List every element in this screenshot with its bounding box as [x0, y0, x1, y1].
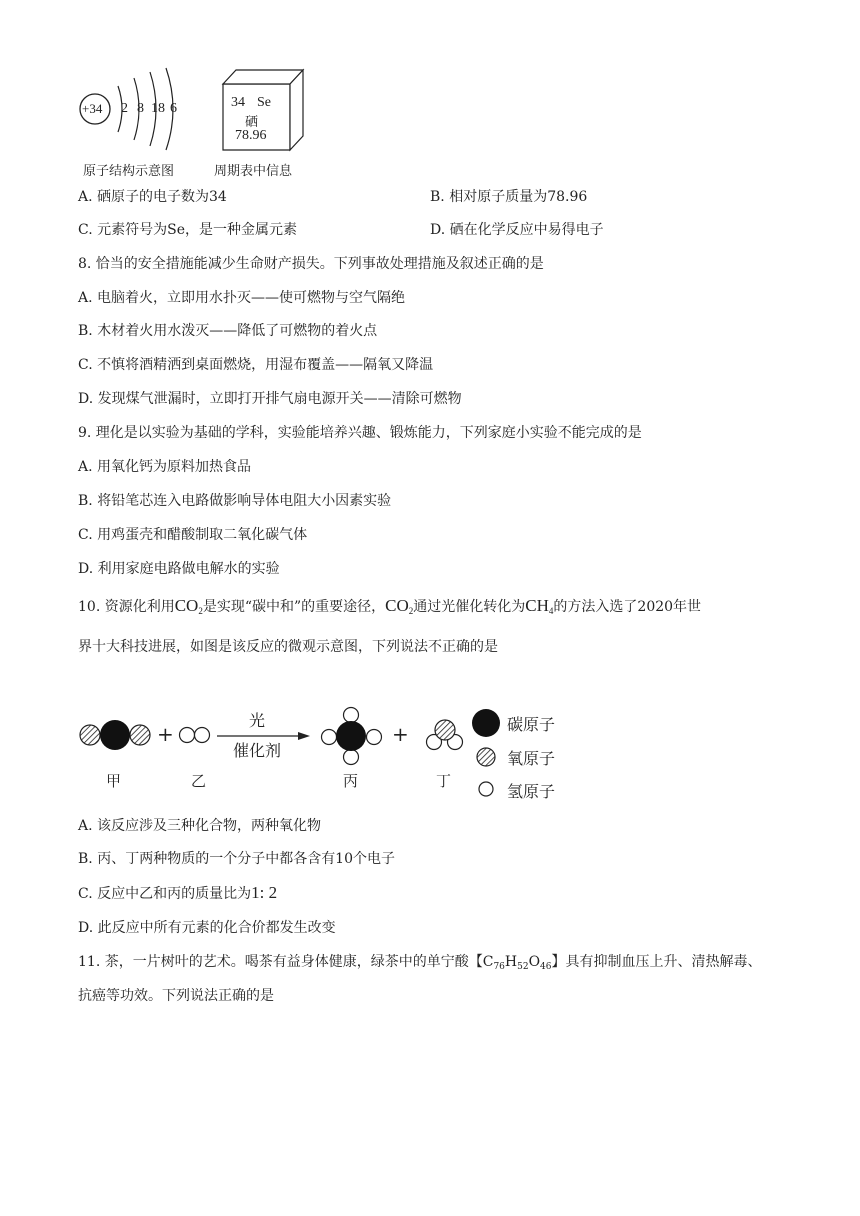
q11-stem-line2: 抗癌等功效。下列说法正确的是 — [78, 988, 274, 1004]
legend-carbon-label: 碳原子 — [507, 715, 556, 734]
formula-co2-2: $CO_2$ — [385, 596, 414, 616]
q8-stem: 8. 恰当的安全措施能减少生命财产损失。下列事故处理措施及叙述正确的是 — [78, 256, 544, 272]
shell-count-2: 8 — [137, 101, 144, 116]
q8-option-d: D. 发现煤气泄漏时，立即打开排气扇电源开关——清除可燃物 — [78, 391, 462, 407]
legend-oxygen-label: 氧原子 — [507, 749, 556, 768]
bing-hydrogen-right — [367, 730, 382, 745]
bing-hydrogen-left — [322, 730, 337, 745]
q8-option-c: C. 不慎将酒精洒到桌面燃烧，用湿布覆盖——隔氧又降温 — [78, 357, 434, 373]
legend-oxygen-symbol — [477, 748, 495, 766]
label-bing: 丙 — [343, 772, 359, 790]
q10-option-a: A. 该反应涉及三种化合物，两种氧化物 — [78, 818, 322, 834]
shell-count-3: 18 — [151, 101, 165, 116]
jia-oxygen-left — [80, 725, 100, 745]
q10-stem-line1: 10. 资源化利用$CO_2$是实现“碳中和”的重要途径，$CO_2$通过光催化转化为$CH_4$的方法入选了2020年世 — [78, 596, 702, 616]
selenium-figure — [76, 62, 316, 158]
caption-periodic-info: 周期表中信息 — [214, 164, 293, 179]
jia-carbon — [100, 720, 130, 750]
legend-hydrogen-symbol — [479, 782, 493, 796]
ding-oxygen — [435, 720, 455, 740]
q9-option-a: A. 用氧化钙为原料加热食品 — [78, 459, 252, 475]
q7-option-a: A. 硒原子的电子数为34 — [78, 189, 227, 205]
shell-count-1: 2 — [121, 101, 128, 116]
bing-carbon — [336, 721, 366, 751]
bing-hydrogen-bottom — [344, 750, 359, 765]
condition-light: 光 — [249, 711, 266, 730]
mass-ratio: 1: 2 — [251, 883, 278, 902]
q8-option-a: A. 电脑着火，立即用水扑灭——使可燃物与空气隔绝 — [78, 290, 406, 306]
yi-hydrogen-1 — [180, 728, 195, 743]
legend-hydrogen-label: 氢原子 — [507, 782, 556, 801]
label-yi: 乙 — [191, 772, 207, 790]
q7-option-b: B. 相对原子质量为78.96 — [430, 189, 588, 205]
shell-count-4: 6 — [170, 101, 177, 116]
q9-option-b: B. 将铅笔芯连入电路做影响导体电阻大小因素实验 — [78, 493, 392, 509]
q8-option-b: B. 木材着火用水泼灭——降低了可燃物的着火点 — [78, 323, 378, 339]
cell-top — [223, 70, 303, 84]
plus-sign-2: + — [392, 722, 409, 746]
bing-hydrogen-top — [344, 708, 359, 723]
cell-mass: 78.96 — [235, 128, 267, 143]
cell-name: 硒 — [245, 115, 259, 130]
label-jia: 甲 — [106, 772, 122, 790]
formula-co2: $CO_2$ — [174, 596, 203, 616]
q10-option-b: B. 丙、丁两种物质的一个分子中都各含有10个电子 — [78, 851, 396, 867]
q10-stem-line2: 界十大科技进展，如图是该反应的微观示意图，下列说法不正确的是 — [78, 639, 498, 655]
nucleus-charge: +34 — [82, 101, 103, 116]
q9-option-d: D. 利用家庭电路做电解水的实验 — [78, 561, 280, 577]
cell-side — [290, 70, 303, 150]
label-ding: 丁 — [436, 772, 452, 790]
q10-option-c: C. 反应中乙和丙的质量比为1: 2 — [78, 883, 278, 902]
q11-stem-line1: 11. 茶，一片树叶的艺术。喝茶有益身体健康，绿茶中的单宁酸【$C_{76}H_{52}O_{46}$】具有抑制血压上升、清热解毒、 — [78, 954, 762, 972]
formula-ch4: $CH_4$ — [525, 596, 554, 616]
jia-oxygen-right — [130, 725, 150, 745]
plus-sign-1: + — [157, 722, 174, 746]
condition-catalyst: 催化剂 — [233, 741, 282, 760]
q7-option-d: D. 硒在化学反应中易得电子 — [430, 222, 604, 238]
legend-carbon-symbol — [472, 709, 500, 737]
q9-option-c: C. 用鸡蛋壳和醋酸制取二氧化碳气体 — [78, 527, 308, 543]
cell-symbol: Se — [257, 95, 271, 110]
q9-stem: 9. 理化是以实验为基础的学科，实验能培养兴趣、锻炼能力，下列家庭小实验不能完成的是 — [78, 425, 642, 441]
cell-atomic-number: 34 — [231, 95, 245, 110]
arrow-head — [298, 732, 310, 740]
caption-atom-structure: 原子结构示意图 — [83, 164, 175, 179]
q10-option-d: D. 此反应中所有元素的化合价都发生改变 — [78, 920, 336, 936]
yi-hydrogen-2 — [195, 728, 210, 743]
q7-option-c: C. 元素符号为Se，是一种金属元素 — [78, 222, 297, 238]
